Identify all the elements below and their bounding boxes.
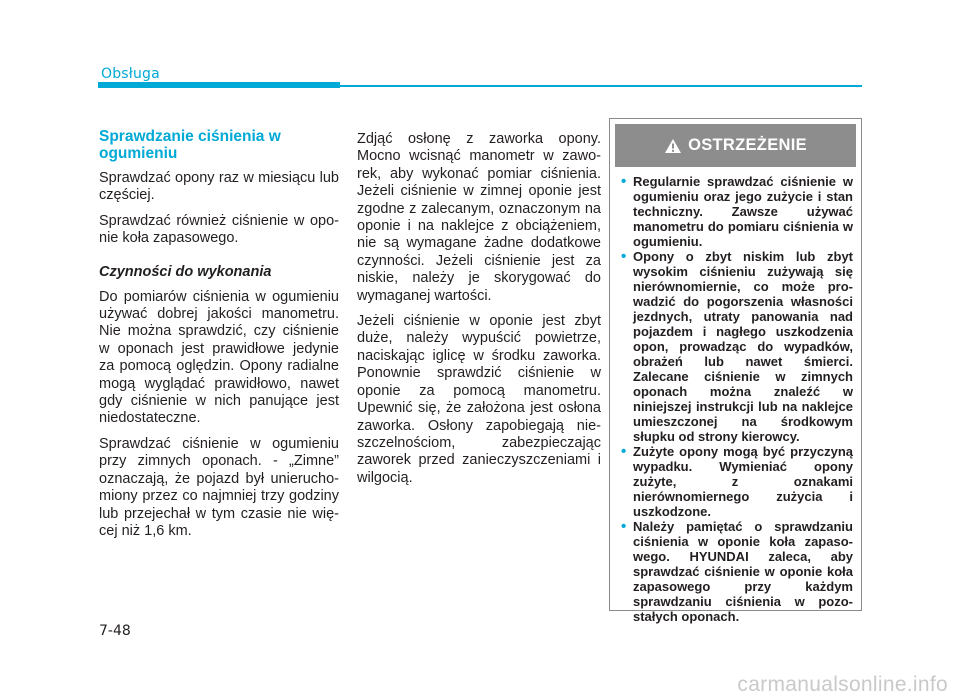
warning-box (609, 118, 862, 624)
left-column (99, 128, 339, 548)
bullet-icon: • (621, 443, 627, 460)
paragraph: Sprawdzać ciśnienie w ogumieniu przy zimnych oponach. - „Zimne” oznaczają, że pojazd był unieruchomiony przez co najmniej trzy godziny lub przejechał w tym czasie nie więcej niż 1,6 km. (99, 435, 339, 539)
right-column (357, 131, 601, 495)
warning-item (618, 519, 853, 624)
paragraph: Zdjąć osłonę z zaworka opony. Mocno wcisnąć manometr w zaworek, aby wykonać pomiar ciśnienia. Jeżeli ciśnienie w zimnej oponie jest zgodne z zalecanym, oznaczonym na oponie i na naklejce z obciążeniem, nie są wymagane żadne dodatkowe czynności. Jeżeli ciśnienie jest za niskie, należy je skorygować do wymaganej wartości. (357, 131, 601, 304)
paragraph: Sprawdzać również ciśnienie w oponie koła zapasowego. (99, 212, 339, 247)
warning-list (618, 174, 853, 624)
warning-item-text: Regularnie sprawdzać ciśnienie w ogumieniu oraz jego zużycie i stan techniczny. Zawsze używać manometru do pomiaru ciśnienia w ogumieniu. (633, 174, 853, 249)
bullet-icon: • (621, 173, 627, 190)
section-heading: Sprawdzanie ciśnienia w ogumieniu (99, 128, 281, 162)
section-label: Obsługa (101, 66, 160, 82)
warning-item (618, 444, 853, 519)
warning-item (618, 249, 853, 444)
paragraph: Do pomiarów ciśnienia w ogumieniu używać dobrej jakości manometru. Nie można sprawdzić, czy ciśnienie w oponach jest prawidłowe jedynie za pomocą oględzin. Opony radialne mogą wyglądać prawidłowo, nawet gdy ciśnienie w nich panujące jest niedostateczne. (99, 288, 339, 427)
warning-triangle-icon (664, 138, 682, 154)
bullet-icon: • (621, 518, 627, 535)
warning-title: OSTRZEŻENIE (688, 136, 807, 154)
bullet-icon: • (621, 248, 627, 265)
paragraph: Jeżeli ciśnienie w oponie jest zbyt duże, należy wypuścić powietrze, naciskając iglicę w środku zaworka. Ponownie sprawdzić ciśnienie w oponie za pomocą manometru. Upewnić się, że założona jest osłona zaworka. Osłony zapobiegają nieszczelnościom, zabezpieczając zaworek przed zanieczyszczeniami i wilgocią. (357, 313, 601, 486)
paragraph: Sprawdzać opony raz w miesiącu lub częściej. (99, 170, 339, 204)
warning-item-text: Zużyte opony mogą być przyczyną wypadku. Wymieniać opony zużyte, z oznakami nierównomiernego zużycia i uszkodzone. (633, 444, 853, 519)
header-rule-thin (340, 85, 862, 87)
warning-header (615, 124, 856, 167)
warning-item-text: Należy pamiętać o sprawdzaniu ciśnienia w oponie koła zapasowego. HYUNDAI zaleca, aby sprawdzać ciśnienie w oponie koła zapasowego przy każdym sprawdzaniu ciśnienia w pozostałych oponach. (633, 519, 853, 624)
warning-item-text: Opony o zbyt niskim lub zbyt wysokim ciśnieniu zużywają się nierównomiernie, co może prowadzić do pogorszenia własności jezdnych, utraty panowania nad pojazdem i nagłego uszkodzenia opon, prowadząc do wypadków, obrażeń lub nawet śmierci. Zalecane ciśnienie w zimnych oponach można znaleźć w niniejszej instrukcji lub na naklejce umieszczonej na środkowym słupku od strony kierowcy. (633, 249, 853, 444)
subheading: Czynności do wykonania (99, 263, 272, 280)
header-rule-thick (98, 82, 340, 88)
watermark: carmanualsonline.info (737, 673, 948, 696)
warning-item (618, 174, 853, 249)
page-number: 7-48 (99, 623, 131, 639)
